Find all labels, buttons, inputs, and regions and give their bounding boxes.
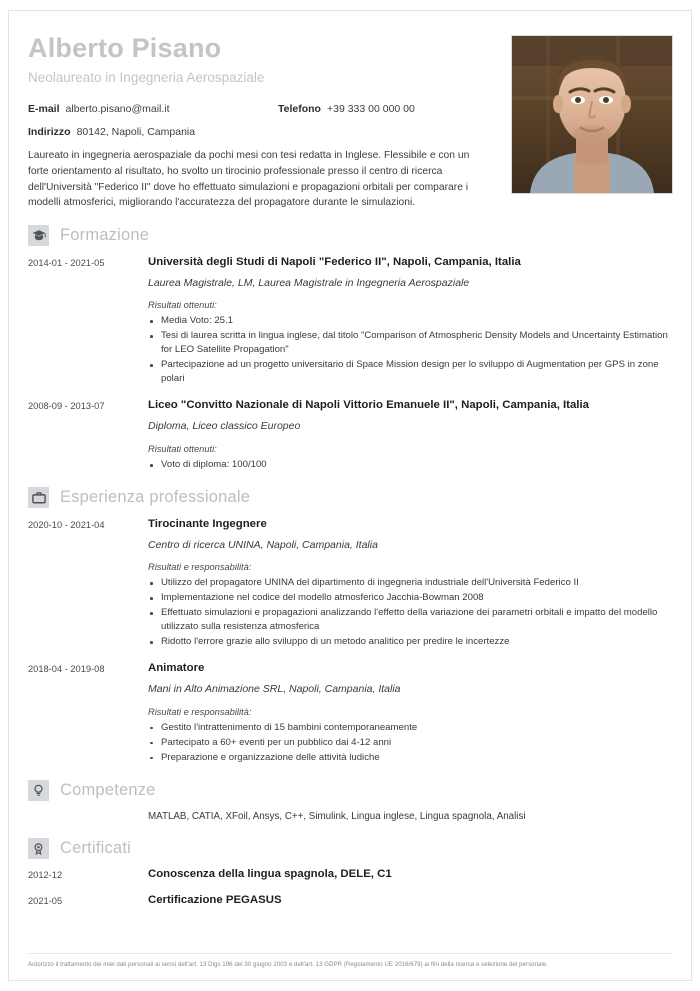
section-skills [28, 780, 672, 824]
entry-bullet-list [148, 576, 672, 649]
entry-title: Tirocinante Ingegnere [148, 517, 267, 530]
footer-divider [28, 953, 672, 954]
profile-summary: Laureato in ingegneria aerospaziale da pochi mesi con tesi redatta in Inglese. Flessibile e con un forte orientamento al risultato, ho svolto un tirocinio professionale presso il centro di ricerca dell'Università "Federico II" dove ho effettuato simulazioni e propagazioni orbitali per comparare i modelli atmosferici, migliorando l'accuratezza del propagatore durante le simulazioni. [28, 150, 470, 209]
address-label: Indirizzo [28, 125, 71, 138]
section-title-experience: Esperienza professionale [60, 487, 251, 506]
certificate-entry [28, 868, 672, 880]
entry-body [148, 398, 672, 472]
results-label: Risultati ottenuti: [148, 443, 217, 454]
experience-entry [28, 517, 672, 650]
section-header-education [28, 225, 672, 246]
footer [28, 953, 672, 969]
page-title: Alberto Pisano [28, 33, 222, 63]
list-item: Media Voto: 25.1 [148, 314, 672, 328]
list-item: Gestito l'intrattenimento di 15 bambini contemporaneamente [148, 721, 672, 735]
graduation-cap-icon [28, 225, 49, 246]
header-left-column [28, 33, 496, 211]
list-item: Ridotto l'errore grazie allo sviluppo di un metodo analitico per predire le incertezze [148, 635, 672, 649]
phone-value: +39 333 00 000 00 [326, 103, 415, 116]
section-header-skills [28, 780, 672, 801]
section-title-education: Formazione [60, 225, 150, 244]
lightbulb-icon [28, 780, 49, 801]
phone-label: Telefono [278, 103, 321, 116]
list-item: Utilizzo del propagatore UNINA del dipartimento di ingegneria industriale dell'Università Federico II [148, 576, 672, 590]
avatar [511, 35, 673, 194]
email-label: E-mail [28, 103, 60, 116]
entry-date: 2014-01 - 2021-05 [28, 257, 105, 268]
skills-date-spacer [28, 810, 148, 824]
entry-subtitle: Laurea Magistrale, LM, Laurea Magistrale in Ingegneria Aerospaziale [148, 276, 470, 289]
contact-row-email-phone [28, 103, 496, 116]
entry-date: 2018-04 - 2019-08 [28, 664, 105, 675]
entry-subtitle: Mani in Alto Animazione SRL, Napoli, Campania, Italia [148, 683, 401, 696]
contact-address [28, 126, 278, 139]
section-header-experience [28, 487, 672, 508]
entry-subtitle: Diploma, Liceo classico Europeo [148, 420, 301, 433]
award-medal-icon [28, 838, 49, 859]
cv-header [28, 33, 672, 211]
entry-title: Animatore [148, 662, 205, 675]
list-item: Implementazione nel codice del modello atmosferico Jacchia-Bowman 2008 [148, 591, 672, 605]
certificate-title: Conoscenza della lingua spagnola, DELE, C1 [148, 867, 392, 880]
certificate-title: Certificazione PEGASUS [148, 893, 282, 906]
results-label: Risultati e responsabilità: [148, 562, 252, 573]
entry-date: 2020-10 - 2021-04 [28, 519, 105, 530]
address-value: 80142, Napoli, Campania [76, 125, 196, 138]
certificate-entry [28, 894, 672, 906]
skills-row [28, 810, 672, 824]
list-item: Tesi di laurea scritta in lingua inglese, dal titolo "Comparison of Atmospheric Density Models and Uncertainty Estimation for LEO Satellite Propagation" [148, 329, 672, 357]
contact-phone [278, 103, 415, 116]
contact-row-address [28, 126, 496, 139]
section-experience [28, 487, 672, 766]
email-value[interactable]: alberto.pisano@mail.it [65, 103, 170, 116]
results-label: Risultati e responsabilità: [148, 706, 252, 717]
header-subtitle: Neolaureato in Ingegneria Aerospaziale [28, 70, 265, 86]
briefcase-icon [28, 487, 49, 508]
contact-email [28, 103, 278, 116]
privacy-consent-text: Autorizzo il trattamento dei miei dati personali ai sensi dell'art. 13 Dlgs 196 del 30 giugno 2003 e dell'art. 13 GDPR (Regolamento UE 2016/679) ai fini della ricerca e selezione del personale. [28, 961, 549, 969]
certificate-date: 2021-05 [28, 895, 63, 906]
section-header-certificates [28, 838, 672, 859]
entry-bullet-list [148, 314, 672, 386]
entry-title: Liceo "Convitto Nazionale di Napoli Vittorio Emanuele II", Napoli, Campania, Italia [148, 399, 589, 412]
education-entry [28, 398, 672, 472]
certificate-date: 2012-12 [28, 869, 63, 880]
contact-details [28, 103, 496, 138]
results-label: Risultati ottenuti: [148, 300, 217, 311]
entry-body [148, 517, 672, 650]
list-item: Effettuato simulazioni e propagazioni analizzando l'effetto della variazione dei parametri orbitali e impatto del modello utilizzato sulla resistenza atmosferica [148, 606, 672, 634]
list-item: Partecipazione ad un progetto universitario di Space Mission design per lo sviluppo di Augmentation per GPS in zone polari [148, 358, 672, 386]
skills-list: MATLAB, CATIA, XFoil, Ansys, C++, Simulink, Lingua inglese, Lingua spagnola, Analisi [148, 810, 526, 822]
section-certificates [28, 838, 672, 906]
entry-bullet-list [148, 721, 672, 765]
list-item: Voto di diploma: 100/100 [148, 458, 672, 472]
education-entry [28, 255, 672, 387]
cv-content [28, 28, 672, 971]
list-item: Preparazione e organizzazione delle attività ludiche [148, 751, 672, 765]
section-education [28, 225, 672, 473]
entry-subtitle: Centro di ricerca UNINA, Napoli, Campania, Italia [148, 538, 378, 551]
experience-entry [28, 661, 672, 765]
section-title-certificates: Certificati [60, 838, 131, 857]
list-item: Partecipato a 60+ eventi per un pubblico dai 4-12 anni [148, 736, 672, 750]
entry-body [148, 255, 672, 387]
profile-photo-illustration [512, 36, 672, 193]
entry-body [148, 661, 672, 765]
entry-title: Università degli Studi di Napoli "Federico II", Napoli, Campania, Italia [148, 255, 521, 268]
entry-bullet-list [148, 458, 672, 472]
section-title-skills: Competenze [60, 780, 156, 799]
entry-date: 2008-09 - 2013-07 [28, 401, 105, 412]
